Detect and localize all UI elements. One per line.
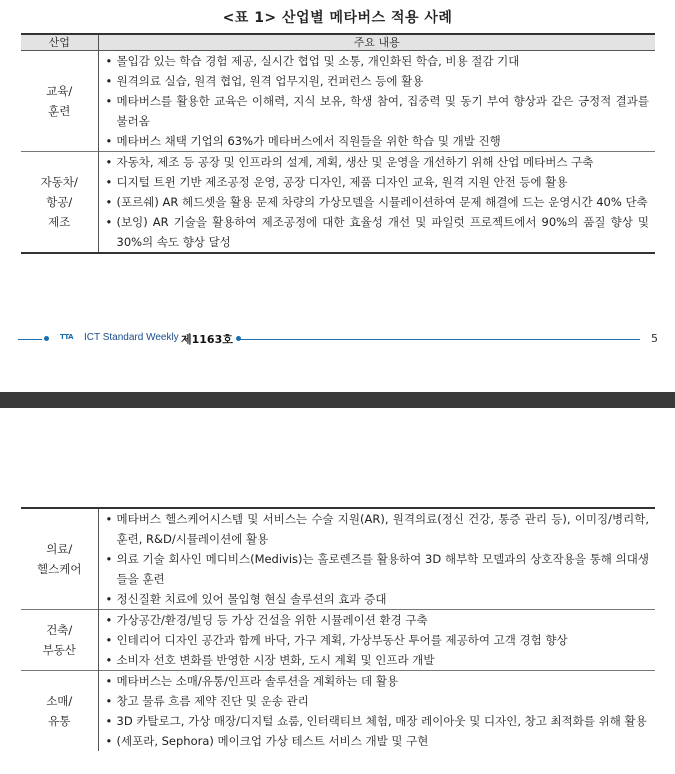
sector-label: 항공/ [46,195,73,209]
table-row-education [21,51,655,152]
table-row-real-estate [21,610,655,671]
content-cell [98,152,655,254]
tta-logo: TTA [60,333,74,341]
content-cell [98,610,655,671]
sector-cell [21,51,98,152]
sector-cell [21,152,98,254]
bullet-item: • 소비자 선호 변화를 반영한 시장 변화, 도시 계획 및 인프라 개발 [105,650,650,670]
sector-label: 소매/ [46,694,73,708]
bullet-item: • 원격의료 실습, 원격 협업, 원격 업무지원, 컨퍼런스 등에 활용 [105,71,650,91]
table-row-manufacturing [21,152,655,254]
content-cell [98,51,655,152]
bullet-item: • 메타버스는 소매/유통/인프라 솔루션을 계획하는 데 활용 [105,671,650,691]
content-cell [98,508,655,610]
sector-label: 헬스케어 [37,562,82,576]
column-header-sector: 산업 [21,34,98,51]
bullet-item: • (보잉) AR 기술을 활용하여 제조공정에 대한 효율성 개선 및 파일럿 프로젝트에서 90%의 품질 향상 및 30%의 속도 향상 달성 [105,212,650,252]
bullet-item: • 인테리어 디자인 공간과 함께 바닥, 가구 계획, 가상부동산 투어를 제공하여 고객 경험 향상 [105,630,650,650]
industry-metaverse-table-continued [21,507,655,751]
bullet-item: • 메타버스 헬스케어시스템 및 서비스는 수술 지원(AR), 원격의료(정신 건강, 통증 관리 등), 이미징/병리학, 훈련, R&D/시뮬레이션에 활용 [105,509,650,549]
page-footer [0,331,675,347]
bullet-item: • 메타버스 채택 기업의 63%가 메타버스에서 직원들을 위한 학습 및 개발 진행 [105,131,650,151]
sector-label: 건축/ [46,623,73,637]
table-title: <표 1> 산업별 메타버스 적용 사례 [222,10,453,26]
page-number: 5 [651,332,658,345]
table-header-row [21,34,655,51]
table-row-healthcare [21,508,655,610]
sector-cell [21,610,98,671]
issue-number: 제1163호 [181,333,233,346]
sector-label: 유통 [48,714,71,728]
column-header-content: 주요 내용 [98,34,655,51]
bullet-item: • (포르쉐) AR 헤드셋을 활용 문제 차량의 가상모델을 시뮬레이션하여 문제 해결에 드는 운영시간 40% 단축 [105,192,650,212]
sector-label: 자동차/ [40,175,78,189]
bullet-item: • 정신질환 치료에 있어 몰입형 현실 솔루션의 효과 증대 [105,589,650,609]
document-page-bottom [0,408,675,774]
bullet-item: • 의료 기술 회사인 메디비스(Medivis)는 홀로렌즈를 활용하여 3D 해부학 모델과의 상호작용을 통해 의대생들을 훈련 [105,549,650,589]
page-separator [0,392,675,408]
sector-label: 훈련 [48,104,71,118]
bullet-item: • 3D 카탈로그, 가상 매장/디지털 쇼룸, 인터랙티브 체험, 매장 레이아웃 및 디자인, 창고 최적화를 위해 활용 [105,711,650,731]
bullet-item: • 자동차, 제조 등 공장 및 인프라의 설계, 계획, 생산 및 운영을 개선하기 위해 산업 메타버스 구축 [105,152,650,172]
sector-label: 교육/ [46,84,73,98]
bullet-item: • 디지털 트윈 기반 제조공정 운영, 공장 디자인, 제품 디자인 교육, 원격 지원 안전 등에 활용 [105,172,650,192]
publication-name: ICT Standard Weekly [84,332,179,343]
table-row-retail [21,671,655,752]
bullet-item: • 메타버스를 활용한 교육은 이해력, 지식 보유, 학생 참여, 집중력 및 동기 부여 향상과 같은 긍정적 결과를 불러옴 [105,91,650,131]
footer-rule-right [240,339,640,340]
sector-cell [21,508,98,610]
sector-label: 부동산 [42,643,76,657]
sector-label: 의료/ [46,542,73,556]
bullet-item: • 창고 물류 흐름 제약 진단 및 운송 관리 [105,691,650,711]
footer-rule-left [18,339,42,340]
footer-dot [44,336,49,341]
sector-cell [21,671,98,752]
industry-metaverse-table [21,33,655,254]
bullet-item: • 몰입감 있는 학습 경험 제공, 실시간 협업 및 소통, 개인화된 학습, 비용 절감 기대 [105,51,650,71]
content-cell [98,671,655,752]
bullet-item: • 가상공간/환경/빌딩 등 가상 건설을 위한 시뮬레이션 환경 구축 [105,610,650,630]
bullet-item: • (세포라, Sephora) 메이크업 가상 테스트 서비스 개발 및 구현 [105,731,650,751]
sector-label: 제조 [48,215,71,229]
